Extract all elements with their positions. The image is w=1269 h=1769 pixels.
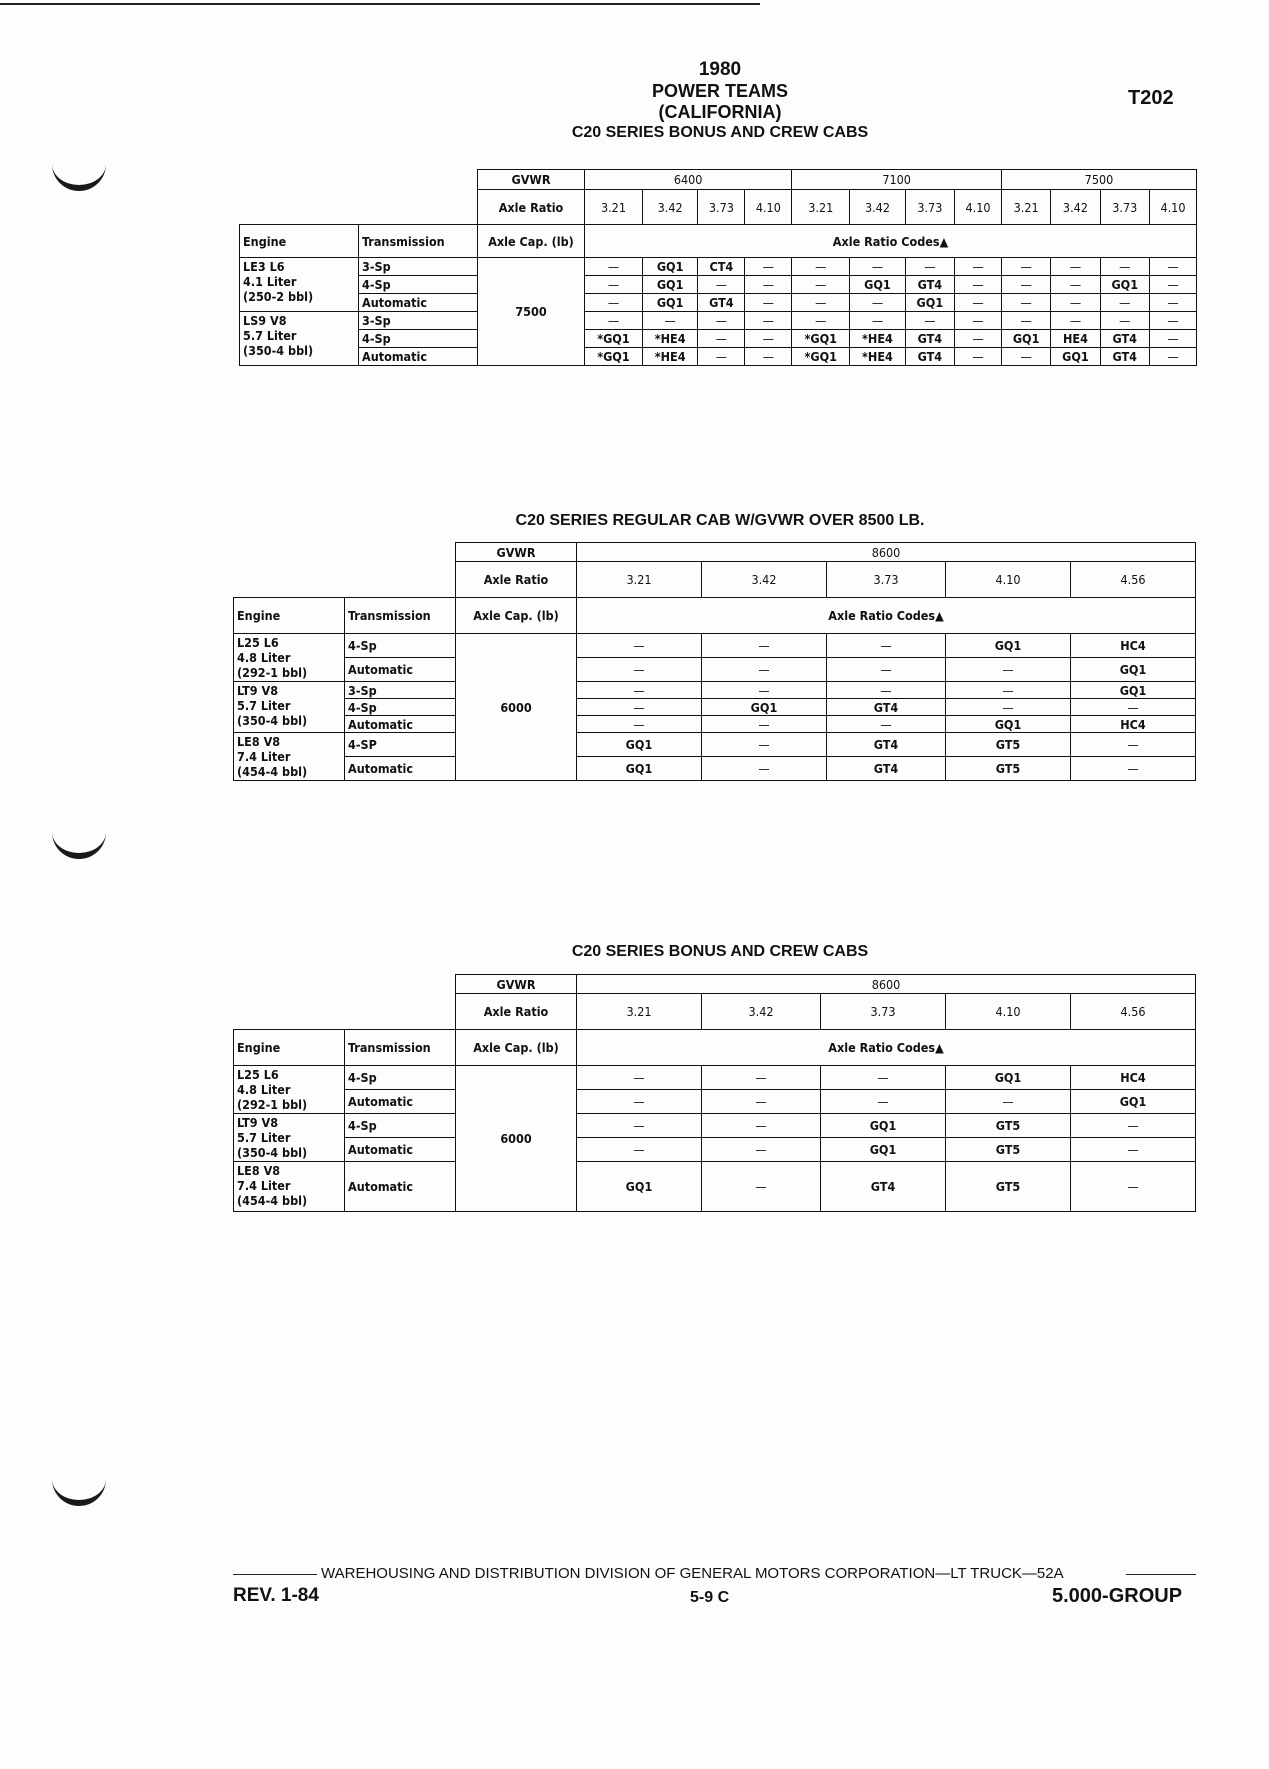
axle-code-cell: GT4 [826, 733, 945, 757]
header-year: 1980 [698, 59, 742, 80]
axle-code-cell: — [1100, 294, 1149, 312]
table-row [240, 348, 1197, 366]
axle-code-cell: — [826, 634, 945, 658]
axle-code-cell: GT4 [905, 348, 954, 366]
axle-code-cell: — [701, 634, 826, 658]
table1-title: C20 SERIES BONUS AND CREW CABS [571, 124, 869, 141]
axle-code-cell: GQ1 [1071, 658, 1196, 682]
axle-code-cell: — [1001, 294, 1050, 312]
table-row [234, 733, 1196, 757]
transmission-cell: Automatic [345, 1162, 456, 1212]
axle-code-cell: — [577, 1138, 702, 1162]
engine-cell [240, 312, 359, 366]
engine-line: 5.7 Liter [237, 698, 291, 713]
axle-code-cell: — [850, 258, 905, 276]
axle-ratio-label: Axle Ratio [456, 562, 577, 598]
axle-code-cell: GT4 [698, 294, 745, 312]
ratio-header: 4.10 [955, 190, 1002, 225]
axle-code-cell: — [701, 1138, 820, 1162]
engine-header: Engine [234, 1030, 345, 1066]
engine-line: L25 L6 [237, 635, 279, 650]
engine-line: (350-4 bbl) [237, 1145, 308, 1160]
table-row [240, 276, 1197, 294]
transmission-cell: Automatic [359, 348, 478, 366]
ratio-header: 3.42 [642, 190, 697, 225]
blank-cell [240, 170, 478, 225]
axle-code-cell: — [701, 1162, 820, 1212]
ratio-header: 3.21 [577, 994, 702, 1030]
engine-line: 4.8 Liter [237, 650, 291, 665]
table-row [234, 1114, 1196, 1138]
axle-code-cell: GQ1 [1071, 682, 1196, 699]
ratio-header: 4.10 [1149, 190, 1196, 225]
axle-code-cell: — [955, 348, 1002, 366]
axle-code-cell: — [1071, 733, 1196, 757]
axle-code-cell: — [1149, 330, 1196, 348]
engine-cell [234, 634, 345, 682]
axle-code-cell: — [745, 312, 792, 330]
transmission-cell: 3-Sp [345, 682, 456, 699]
engine-line: (292-1 bbl) [237, 665, 308, 680]
axle-code-cell: HC4 [1071, 1066, 1196, 1090]
axle-code-cell: — [577, 1114, 702, 1138]
axle-code-cell: — [745, 330, 792, 348]
revision-label: REV. 1-84 [233, 1585, 319, 1606]
ratio-header: 3.21 [585, 190, 643, 225]
table-row [234, 1162, 1196, 1212]
axle-code-cell: HC4 [1071, 634, 1196, 658]
engine-cell [234, 1066, 345, 1114]
axle-code-cell: — [792, 258, 850, 276]
transmission-cell: 4-Sp [345, 634, 456, 658]
axle-code-cell: GT4 [826, 699, 945, 716]
axle-code-cell: GQ1 [1071, 1090, 1196, 1114]
footer-rule [1126, 1574, 1196, 1575]
axle-code-cell: — [1001, 312, 1050, 330]
engine-line: L25 L6 [237, 1067, 279, 1082]
table-row [234, 634, 1196, 658]
axle-code-cell: — [1071, 757, 1196, 781]
axle-code-cell: — [1001, 348, 1050, 366]
engine-line: LT9 V8 [237, 1115, 279, 1130]
table-row [234, 1138, 1196, 1162]
axle-code-cell: — [826, 716, 945, 733]
engine-header: Engine [240, 225, 359, 258]
gvwr-value: 6400 [585, 170, 792, 190]
axle-code-cell: *GQ1 [585, 330, 643, 348]
ratio-header: 4.56 [1071, 562, 1196, 598]
engine-line: LT9 V8 [237, 683, 279, 698]
transmission-cell: Automatic [345, 716, 456, 733]
gvwr-label: GVWR [456, 975, 577, 994]
engine-line: LS9 V8 [243, 313, 287, 328]
axle-code-cell: — [1149, 312, 1196, 330]
binder-hole-mark [52, 1470, 106, 1506]
ratio-header: 4.10 [745, 190, 792, 225]
axle-code-cell: — [577, 658, 702, 682]
axle-code-cell: GQ1 [1100, 276, 1149, 294]
axle-code-cell: — [1071, 699, 1196, 716]
axle-code-cell: — [821, 1090, 946, 1114]
axle-code-cell: HC4 [1071, 716, 1196, 733]
engine-line: 7.4 Liter [237, 749, 291, 764]
transmission-cell: 4-Sp [345, 1114, 456, 1138]
ratio-header: 4.10 [946, 562, 1071, 598]
axle-code-cell: — [745, 294, 792, 312]
axle-code-cell: — [701, 682, 826, 699]
page-number: 5-9 C [690, 1589, 730, 1606]
axle-code-cell: — [585, 312, 643, 330]
transmission-cell: Automatic [345, 1138, 456, 1162]
axle-code-cell: HE4 [1051, 330, 1100, 348]
axle-code-cell: CT4 [698, 258, 745, 276]
table-row [234, 699, 1196, 716]
axle-code-cell: — [701, 757, 826, 781]
engine-line: (350-4 bbl) [237, 713, 308, 728]
ratio-header: 3.42 [1051, 190, 1100, 225]
ratio-header: 3.21 [577, 562, 702, 598]
gvwr-value: 7100 [792, 170, 1002, 190]
axle-code-cell: — [1051, 276, 1100, 294]
gvwr-value: 7500 [1001, 170, 1196, 190]
axle-code-cell: — [1149, 294, 1196, 312]
axle-code-cell: — [701, 1066, 820, 1090]
axle-code-cell: — [826, 658, 945, 682]
axle-code-cell: GQ1 [577, 733, 702, 757]
axle-code-cell: GQ1 [946, 716, 1071, 733]
engine-line: LE8 V8 [237, 1163, 281, 1178]
axle-code-cell: GT4 [905, 330, 954, 348]
axle-code-cell: — [792, 294, 850, 312]
axle-code-cell: GQ1 [946, 1066, 1071, 1090]
axle-code-cell: — [701, 716, 826, 733]
axle-code-cell: GT5 [946, 1114, 1071, 1138]
axle-code-cell: — [792, 276, 850, 294]
transmission-cell: 3-Sp [359, 312, 478, 330]
table-row [234, 757, 1196, 781]
axle-code-cell: — [1149, 348, 1196, 366]
axle-code-cell: GQ1 [1001, 330, 1050, 348]
axle-code-cell: — [698, 276, 745, 294]
axle-code-cell: — [946, 699, 1071, 716]
axle-code-cell: — [850, 294, 905, 312]
axle-code-cell: — [698, 348, 745, 366]
engine-line: 5.7 Liter [237, 1130, 291, 1145]
transmission-cell: Automatic [345, 757, 456, 781]
axle-code-cell: *HE4 [850, 348, 905, 366]
engine-line: 5.7 Liter [243, 328, 297, 343]
transmission-cell: Automatic [345, 1090, 456, 1114]
ratio-header: 3.73 [698, 190, 745, 225]
axle-code-cell: GT4 [821, 1162, 946, 1212]
engine-cell [240, 258, 359, 312]
transmission-cell: Automatic [359, 294, 478, 312]
ratio-header: 3.73 [821, 994, 946, 1030]
blank-cell [234, 543, 456, 598]
axle-code-cell: — [577, 1090, 702, 1114]
engine-line: 4.8 Liter [237, 1082, 291, 1097]
axle-code-cell: GQ1 [577, 1162, 702, 1212]
axle-code-cell: *GQ1 [585, 348, 643, 366]
engine-cell [234, 1114, 345, 1162]
axle-code-cell: GQ1 [821, 1114, 946, 1138]
axle-code-cell: GQ1 [642, 294, 697, 312]
axle-code-cell: — [955, 312, 1002, 330]
axle-ratio-codes-header: Axle Ratio Codes▲ [577, 598, 1196, 634]
ratio-header: 4.10 [946, 994, 1071, 1030]
axle-code-cell: — [1071, 1138, 1196, 1162]
engine-line: LE8 V8 [237, 734, 281, 749]
axle-code-cell: — [1100, 258, 1149, 276]
engine-cell [234, 682, 345, 733]
table-row [240, 294, 1197, 312]
axle-code-cell: — [1001, 258, 1050, 276]
ratio-header: 3.73 [826, 562, 945, 598]
table-row [234, 1066, 1196, 1090]
axle-code-cell: GT5 [946, 757, 1071, 781]
gvwr-value: 8600 [577, 975, 1196, 994]
axle-code-cell: — [577, 1066, 702, 1090]
axle-code-cell: — [821, 1066, 946, 1090]
engine-line: 7.4 Liter [237, 1178, 291, 1193]
top-border-line [0, 3, 760, 5]
axle-cap-label: Axle Cap. (lb) [456, 1030, 577, 1066]
transmission-cell: 4-Sp [359, 330, 478, 348]
table3-title: C20 SERIES BONUS AND CREW CABS [571, 943, 869, 960]
ratio-header: 3.42 [701, 994, 820, 1030]
gvwr-label: GVWR [456, 543, 577, 562]
axle-code-cell: — [701, 733, 826, 757]
binder-hole-mark [52, 823, 106, 859]
axle-code-cell: — [850, 312, 905, 330]
axle-code-cell: — [1071, 1114, 1196, 1138]
transmission-cell: 4-Sp [359, 276, 478, 294]
axle-code-cell: GQ1 [577, 757, 702, 781]
transmission-header: Transmission [345, 1030, 456, 1066]
axle-cap-label: Axle Cap. (lb) [478, 225, 585, 258]
axle-code-cell: — [1071, 1162, 1196, 1212]
axle-code-cell: GQ1 [850, 276, 905, 294]
axle-code-cell: GT4 [1100, 330, 1149, 348]
axle-code-cell: *GQ1 [792, 330, 850, 348]
header-region: (CALIFORNIA) [658, 102, 782, 122]
engine-line: (292-1 bbl) [237, 1097, 308, 1112]
axle-code-cell: — [701, 658, 826, 682]
axle-code-cell: — [1149, 258, 1196, 276]
document-number: T202 [1128, 87, 1174, 109]
axle-code-cell: — [946, 1090, 1071, 1114]
transmission-header: Transmission [345, 598, 456, 634]
power-teams-table-2 [233, 542, 1196, 781]
axle-code-cell: GQ1 [905, 294, 954, 312]
engine-line: LE3 L6 [243, 259, 285, 274]
axle-code-cell: GT4 [1100, 348, 1149, 366]
axle-ratio-codes-header: Axle Ratio Codes▲ [577, 1030, 1196, 1066]
axle-code-cell: GT4 [905, 276, 954, 294]
engine-cell [234, 733, 345, 781]
axle-cap-value: 7500 [478, 258, 585, 366]
ratio-header: 3.42 [701, 562, 826, 598]
power-teams-table-3 [233, 974, 1196, 1212]
axle-code-cell: GT5 [946, 1138, 1071, 1162]
table-row [234, 1090, 1196, 1114]
axle-code-cell: — [955, 258, 1002, 276]
ratio-header: 3.73 [1100, 190, 1149, 225]
engine-line: (250-2 bbl) [243, 289, 314, 304]
gvwr-label: GVWR [478, 170, 585, 190]
table-row [234, 682, 1196, 699]
axle-code-cell: — [577, 634, 702, 658]
axle-code-cell: *GQ1 [792, 348, 850, 366]
ratio-header: 3.73 [905, 190, 954, 225]
axle-code-cell: — [745, 348, 792, 366]
transmission-cell: 4-Sp [345, 699, 456, 716]
axle-code-cell: — [642, 312, 697, 330]
axle-code-cell: — [905, 312, 954, 330]
axle-code-cell: GQ1 [642, 258, 697, 276]
axle-code-cell: — [905, 258, 954, 276]
power-teams-table-1 [239, 169, 1197, 366]
engine-line: 4.1 Liter [243, 274, 297, 289]
axle-code-cell: — [1001, 276, 1050, 294]
table-row [234, 658, 1196, 682]
axle-code-cell: — [698, 330, 745, 348]
axle-code-cell: — [585, 276, 643, 294]
blank-cell [234, 975, 456, 1030]
axle-code-cell: GQ1 [821, 1138, 946, 1162]
transmission-header: Transmission [359, 225, 478, 258]
axle-code-cell: — [577, 699, 702, 716]
axle-cap-label: Axle Cap. (lb) [456, 598, 577, 634]
engine-cell [234, 1162, 345, 1212]
ratio-header: 4.56 [1071, 994, 1196, 1030]
engine-line: (454-4 bbl) [237, 1193, 308, 1208]
axle-code-cell: — [745, 258, 792, 276]
table-row [240, 330, 1197, 348]
binder-hole-mark [52, 155, 106, 191]
axle-cap-value: 6000 [456, 634, 577, 781]
gvwr-value: 8600 [577, 543, 1196, 562]
axle-code-cell: — [946, 682, 1071, 699]
page-header [440, 59, 1000, 143]
transmission-cell: 4-Sp [345, 1066, 456, 1090]
engine-line: (350-4 bbl) [243, 343, 314, 358]
axle-code-cell: — [577, 716, 702, 733]
axle-code-cell: *HE4 [642, 348, 697, 366]
axle-cap-value: 6000 [456, 1066, 577, 1212]
table2-title: C20 SERIES REGULAR CAB W/GVWR OVER 8500 LB. [515, 512, 925, 529]
axle-code-cell: — [955, 294, 1002, 312]
axle-code-cell: — [1051, 258, 1100, 276]
ratio-header: 3.21 [792, 190, 850, 225]
axle-code-cell: *HE4 [642, 330, 697, 348]
table-row [234, 716, 1196, 733]
axle-code-cell: — [585, 258, 643, 276]
footer-rule [233, 1574, 317, 1575]
transmission-cell: 4-SP [345, 733, 456, 757]
axle-code-cell: — [1051, 294, 1100, 312]
axle-code-cell: — [585, 294, 643, 312]
axle-code-cell: GT5 [946, 733, 1071, 757]
axle-code-cell: — [955, 330, 1002, 348]
axle-code-cell: GT4 [826, 757, 945, 781]
table-row [240, 312, 1197, 330]
axle-code-cell: — [946, 658, 1071, 682]
header-title: POWER TEAMS [651, 81, 788, 101]
axle-ratio-label: Axle Ratio [456, 994, 577, 1030]
axle-code-cell: — [1149, 276, 1196, 294]
ratio-header: 3.21 [1001, 190, 1050, 225]
axle-code-cell: — [701, 1090, 820, 1114]
axle-ratio-codes-header: Axle Ratio Codes▲ [585, 225, 1197, 258]
axle-code-cell: GQ1 [1051, 348, 1100, 366]
axle-code-cell: GQ1 [946, 634, 1071, 658]
engine-header: Engine [234, 598, 345, 634]
engine-line: (454-4 bbl) [237, 764, 308, 779]
axle-code-cell: — [1100, 312, 1149, 330]
axle-code-cell: *HE4 [850, 330, 905, 348]
axle-code-cell: — [1051, 312, 1100, 330]
axle-code-cell: GT5 [946, 1162, 1071, 1212]
table-row [240, 258, 1197, 276]
axle-code-cell: — [577, 682, 702, 699]
axle-code-cell: — [701, 1114, 820, 1138]
axle-code-cell: — [698, 312, 745, 330]
axle-code-cell: — [792, 312, 850, 330]
footer-text: WAREHOUSING AND DISTRIBUTION DIVISION OF GENERAL MOTORS CORPORATION—LT TRUCK—52A [321, 1565, 1064, 1582]
transmission-cell: 3-Sp [359, 258, 478, 276]
axle-code-cell: GQ1 [701, 699, 826, 716]
axle-ratio-label: Axle Ratio [478, 190, 585, 225]
axle-code-cell: — [955, 276, 1002, 294]
transmission-cell: Automatic [345, 658, 456, 682]
ratio-header: 3.42 [850, 190, 905, 225]
axle-code-cell: — [826, 682, 945, 699]
group-number: 5.000-GROUP [1052, 1585, 1183, 1607]
axle-code-cell: GQ1 [642, 276, 697, 294]
axle-code-cell: — [745, 276, 792, 294]
